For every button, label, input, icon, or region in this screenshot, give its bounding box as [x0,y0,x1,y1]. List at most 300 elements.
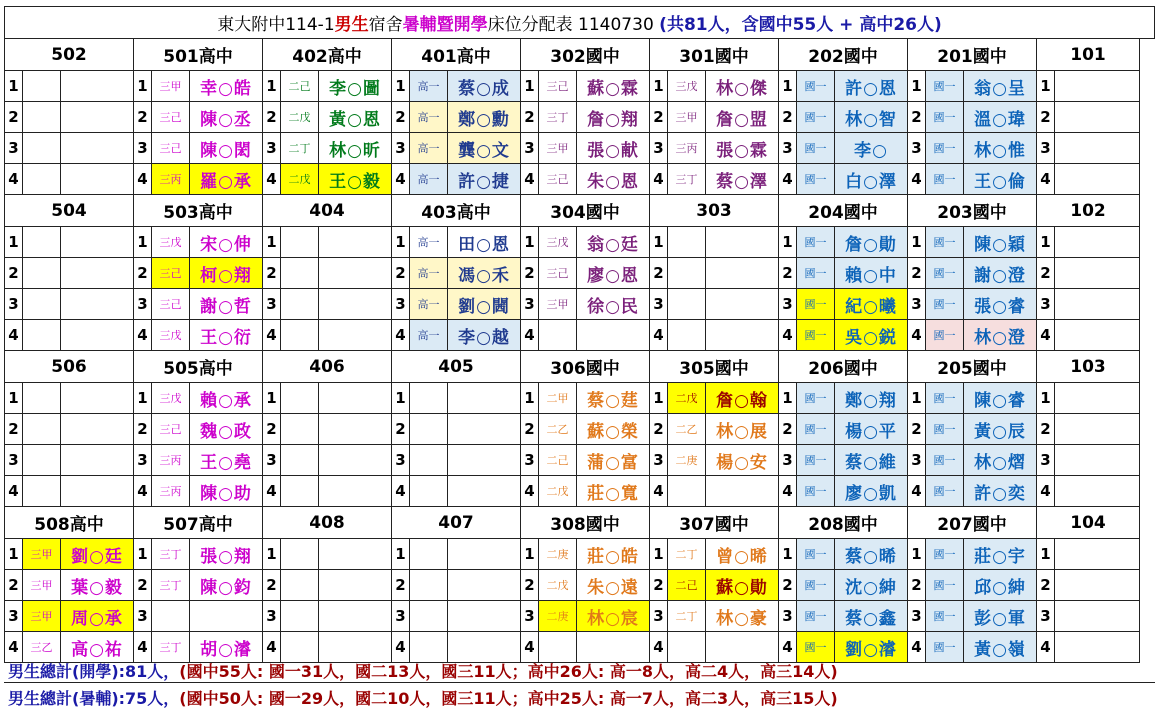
bed-number: 2 [521,414,539,445]
class-cell: 三戊 [152,383,190,414]
class-cell [1055,570,1140,601]
student-name [706,476,779,507]
bed-number: 2 [779,258,797,289]
class-cell: 國一 [797,133,835,164]
student-name [61,320,134,351]
student-name: 蔡○澤 [706,164,779,195]
student-name [706,258,779,289]
student-name [319,383,392,414]
bed-number: 2 [908,258,926,289]
bed-number: 3 [779,133,797,164]
title-period: 暑輔暨開學 [402,15,488,35]
class-cell: 國一 [926,71,964,102]
class-cell: 國一 [926,632,964,663]
student-name: 張○霖 [706,133,779,164]
student-name: 黃○恩 [319,102,392,133]
class-cell: 國一 [797,258,835,289]
bed-number: 3 [134,289,152,320]
class-cell: 三甲 [668,102,706,133]
class-cell: 高一 [410,258,448,289]
student-name: 翁○廷 [577,227,650,258]
bed-number: 1 [392,539,410,570]
student-name: 張○睿 [964,289,1037,320]
bed-number: 1 [779,383,797,414]
class-cell: 三己 [539,164,577,195]
room-header: 301國中 [650,39,779,71]
class-cell: 三甲 [539,133,577,164]
bed-number: 1 [650,539,668,570]
class-cell: 二戊 [281,164,319,195]
student-name: 李○ [835,133,908,164]
room-header: 508高中 [5,507,134,539]
bed-number: 2 [263,570,281,601]
bed-row [5,102,1155,133]
bed-number: 2 [650,570,668,601]
bed-number: 2 [134,570,152,601]
class-cell: 三甲 [23,539,61,570]
student-name: 詹○勛 [835,227,908,258]
bed-number: 2 [521,258,539,289]
bed-row [5,71,1155,102]
bed-number: 1 [263,383,281,414]
student-name [448,445,521,476]
bed-number: 3 [134,601,152,632]
bed-number: 4 [908,476,926,507]
title-middle: 宿舍 [368,15,403,35]
student-name: 王○衍 [190,320,263,351]
bed-number: 3 [1037,445,1055,476]
room-header: 304國中 [521,195,650,227]
class-cell [1055,383,1140,414]
room-header: 104 [1037,507,1140,539]
room-header: 504 [5,195,134,227]
class-cell [1055,102,1140,133]
student-name [448,414,521,445]
class-cell: 二丁 [668,601,706,632]
student-name [448,632,521,663]
student-name [448,539,521,570]
bed-number: 3 [1037,601,1055,632]
student-name: 許○恩 [835,71,908,102]
student-name: 蔡○成 [448,71,521,102]
bed-number: 1 [779,539,797,570]
bed-number: 3 [650,289,668,320]
bed-number: 2 [908,570,926,601]
bed-number: 2 [134,102,152,133]
bed-number: 1 [134,71,152,102]
class-cell [1055,601,1140,632]
class-cell: 三丁 [668,164,706,195]
class-cell: 二甲 [539,383,577,414]
class-cell: 國一 [797,632,835,663]
class-cell: 二戊 [539,476,577,507]
room-header: 204國中 [779,195,908,227]
class-cell: 國一 [797,102,835,133]
class-cell: 高一 [410,227,448,258]
bed-number: 3 [521,601,539,632]
student-name [61,102,134,133]
bed-number: 2 [392,102,410,133]
class-cell: 三甲 [539,289,577,320]
class-cell: 三丁 [539,102,577,133]
bed-number: 2 [263,258,281,289]
class-cell: 高一 [410,164,448,195]
bed-number: 3 [521,289,539,320]
class-cell: 三己 [152,102,190,133]
student-name [61,71,134,102]
bed-number: 4 [650,632,668,663]
bed-number: 1 [263,71,281,102]
bed-number: 3 [650,445,668,476]
student-name [190,601,263,632]
page-title [5,7,1155,39]
student-name [319,601,392,632]
student-name: 蘇○勛 [706,570,779,601]
bed-number: 2 [521,570,539,601]
class-cell: 三丁 [152,632,190,663]
room-header-row [5,39,1155,71]
student-name: 邱○紳 [964,570,1037,601]
student-name: 詹○翔 [577,102,650,133]
class-cell [1055,133,1140,164]
class-cell: 國一 [797,476,835,507]
class-cell [281,632,319,663]
class-cell [23,227,61,258]
student-name: 魏○政 [190,414,263,445]
bed-number: 3 [392,601,410,632]
bed-number: 1 [908,383,926,414]
class-cell: 三戊 [539,227,577,258]
bed-row [5,289,1155,320]
class-cell: 三己 [152,258,190,289]
class-cell [1055,227,1140,258]
class-cell [410,632,448,663]
room-header: 405 [392,351,521,383]
bed-number: 2 [1037,258,1055,289]
bed-number: 1 [779,71,797,102]
class-cell: 三己 [152,414,190,445]
bed-number: 2 [263,414,281,445]
bed-row [5,476,1155,507]
class-cell: 二己 [281,71,319,102]
student-name: 張○献 [577,133,650,164]
student-name [319,289,392,320]
student-name: 詹○翰 [706,383,779,414]
class-cell: 三己 [539,258,577,289]
student-name [319,445,392,476]
bed-number: 3 [134,445,152,476]
student-name: 張○翔 [190,539,263,570]
room-header: 401高中 [392,39,521,71]
bed-number: 3 [779,289,797,320]
room-header: 208國中 [779,507,908,539]
student-name [319,320,392,351]
student-name: 蔡○晞 [835,539,908,570]
bed-number: 1 [392,227,410,258]
student-name [319,258,392,289]
bed-number: 4 [908,320,926,351]
student-name [61,445,134,476]
bed-row [5,164,1155,195]
bed-number: 1 [650,227,668,258]
bed-number: 4 [650,164,668,195]
class-cell: 三丙 [152,476,190,507]
class-cell: 國一 [926,164,964,195]
student-name [448,383,521,414]
bed-row [5,258,1155,289]
bed-number: 4 [908,632,926,663]
bed-row [5,227,1155,258]
title-suffix: 床位分配表 1140730 [487,15,660,35]
class-cell [1055,539,1140,570]
student-name: 陳○穎 [964,227,1037,258]
bed-number: 3 [1037,133,1055,164]
student-name: 王○毅 [319,164,392,195]
class-cell [281,570,319,601]
class-cell: 高一 [410,289,448,320]
student-name: 鄭○翔 [835,383,908,414]
class-cell [23,445,61,476]
bed-number: 2 [650,102,668,133]
student-name [61,133,134,164]
class-cell: 二乙 [668,414,706,445]
class-cell: 二庚 [539,601,577,632]
room-header: 501高中 [134,39,263,71]
bed-number: 4 [521,164,539,195]
student-name: 林○昕 [319,133,392,164]
class-cell [1055,164,1140,195]
bed-number: 1 [1037,71,1055,102]
student-name: 陳○閎 [190,133,263,164]
bed-number: 2 [1037,414,1055,445]
bed-number: 1 [5,539,23,570]
room-header: 103 [1037,351,1140,383]
room-header: 502 [5,39,134,71]
room-header: 201國中 [908,39,1037,71]
class-cell [23,102,61,133]
class-cell: 國一 [926,320,964,351]
bed-number: 4 [392,164,410,195]
student-name [448,601,521,632]
bed-number: 3 [263,133,281,164]
room-header: 102 [1037,195,1140,227]
student-name: 林○智 [835,102,908,133]
bed-number: 3 [779,601,797,632]
class-cell: 高一 [410,320,448,351]
class-cell [668,258,706,289]
bed-number: 4 [263,632,281,663]
class-cell: 三戊 [152,227,190,258]
class-cell [410,445,448,476]
student-name: 林○澄 [964,320,1037,351]
room-header: 408 [263,507,392,539]
class-cell: 二庚 [539,539,577,570]
student-name: 黃○嶺 [964,632,1037,663]
class-cell: 國一 [797,414,835,445]
bed-number: 4 [650,320,668,351]
student-name [319,476,392,507]
student-name: 蔡○莛 [577,383,650,414]
room-header: 404 [263,195,392,227]
student-name: 賴○中 [835,258,908,289]
bed-number: 3 [5,601,23,632]
bed-number: 1 [908,227,926,258]
class-cell [668,289,706,320]
student-name: 陳○睿 [964,383,1037,414]
class-cell: 二戊 [281,102,319,133]
class-cell: 國一 [797,445,835,476]
student-name [577,632,650,663]
bed-number: 4 [1037,476,1055,507]
bed-number: 3 [5,289,23,320]
student-name: 林○熠 [964,445,1037,476]
class-cell [668,632,706,663]
student-name: 謝○澄 [964,258,1037,289]
bed-number: 2 [779,414,797,445]
class-cell: 三丙 [152,445,190,476]
bed-number: 1 [521,539,539,570]
bed-number: 2 [650,258,668,289]
student-name: 周○承 [61,601,134,632]
student-name: 陳○助 [190,476,263,507]
student-name: 蔡○維 [835,445,908,476]
student-name: 徐○民 [577,289,650,320]
class-cell [23,476,61,507]
bed-number: 1 [908,71,926,102]
bed-number: 1 [392,71,410,102]
class-cell [23,383,61,414]
footer-opening-label: 男生總計(開學):81人， [8,662,180,681]
student-name: 幸○皓 [190,71,263,102]
bed-allocation-table [4,6,1155,663]
class-cell: 國一 [797,71,835,102]
room-header-row [5,195,1155,227]
bed-number: 1 [5,71,23,102]
bed-number: 1 [1037,383,1055,414]
student-name [61,227,134,258]
student-name: 彭○軍 [964,601,1037,632]
footer-summer-label: 男生總計(暑輔):75人， [8,689,180,708]
bed-number: 4 [1037,320,1055,351]
room-header: 406 [263,351,392,383]
class-cell [410,570,448,601]
bed-number: 4 [5,632,23,663]
bed-number: 1 [521,71,539,102]
student-name: 吳○鋭 [835,320,908,351]
class-cell: 高一 [410,71,448,102]
bed-number: 1 [134,383,152,414]
room-header: 403高中 [392,195,521,227]
class-cell: 國一 [926,289,964,320]
footer-opening-detail: (國中55人: 國一31人，國二13人，國三11人；高中26人: 高一8人，高二4人，高三14人) [179,662,838,681]
bed-number: 2 [650,414,668,445]
student-name: 劉○廷 [61,539,134,570]
student-name: 馮○禾 [448,258,521,289]
bed-number: 4 [779,632,797,663]
bed-number: 1 [650,71,668,102]
room-header: 503高中 [134,195,263,227]
student-name [706,227,779,258]
bed-number: 4 [134,320,152,351]
class-cell: 國一 [926,601,964,632]
bed-number: 1 [5,227,23,258]
student-name: 許○捷 [448,164,521,195]
student-name [319,570,392,601]
student-name: 林○豪 [706,601,779,632]
bed-number: 2 [134,258,152,289]
bed-number: 3 [134,133,152,164]
bed-number: 4 [5,164,23,195]
class-cell [410,414,448,445]
bed-number: 4 [263,476,281,507]
class-cell [1055,258,1140,289]
room-header-row [5,507,1155,539]
class-cell [410,539,448,570]
room-header: 507高中 [134,507,263,539]
class-cell: 二丁 [281,133,319,164]
bed-number: 3 [392,133,410,164]
bed-row [5,320,1155,351]
room-header: 207國中 [908,507,1037,539]
class-cell: 三甲 [152,71,190,102]
bed-number: 1 [521,383,539,414]
student-name: 朱○遠 [577,570,650,601]
student-name: 陳○鈞 [190,570,263,601]
class-cell: 二乙 [539,414,577,445]
bed-number: 2 [521,102,539,133]
bed-number: 2 [908,414,926,445]
title-prefix: 東大附中114-1 [217,15,335,35]
class-cell [1055,414,1140,445]
footer-summary-opening [8,659,838,682]
class-cell: 國一 [797,539,835,570]
student-name: 翁○呈 [964,71,1037,102]
bed-number: 4 [779,476,797,507]
student-name: 謝○哲 [190,289,263,320]
student-name: 劉○閪 [448,289,521,320]
bed-number: 3 [650,601,668,632]
class-cell: 三己 [152,289,190,320]
bed-number: 4 [5,476,23,507]
bed-number: 1 [263,227,281,258]
class-cell: 國一 [797,320,835,351]
room-header: 306國中 [521,351,650,383]
bed-number: 1 [779,227,797,258]
bed-number: 3 [521,445,539,476]
bed-number: 3 [5,133,23,164]
footer-divider [4,682,1155,683]
student-name: 紀○曦 [835,289,908,320]
student-name: 許○奕 [964,476,1037,507]
bed-row [5,570,1155,601]
bed-number: 3 [263,289,281,320]
student-name [319,414,392,445]
class-cell: 二戊 [539,570,577,601]
bed-number: 2 [779,570,797,601]
bed-number: 4 [908,164,926,195]
bed-row [5,539,1155,570]
class-cell: 二戊 [668,383,706,414]
class-cell: 國一 [926,539,964,570]
bed-number: 4 [521,320,539,351]
student-name: 李○圖 [319,71,392,102]
bed-number: 3 [779,445,797,476]
bed-number: 3 [521,133,539,164]
student-name: 蘇○榮 [577,414,650,445]
bed-row [5,383,1155,414]
student-name: 蘇○霖 [577,71,650,102]
student-name: 林○宸 [577,601,650,632]
